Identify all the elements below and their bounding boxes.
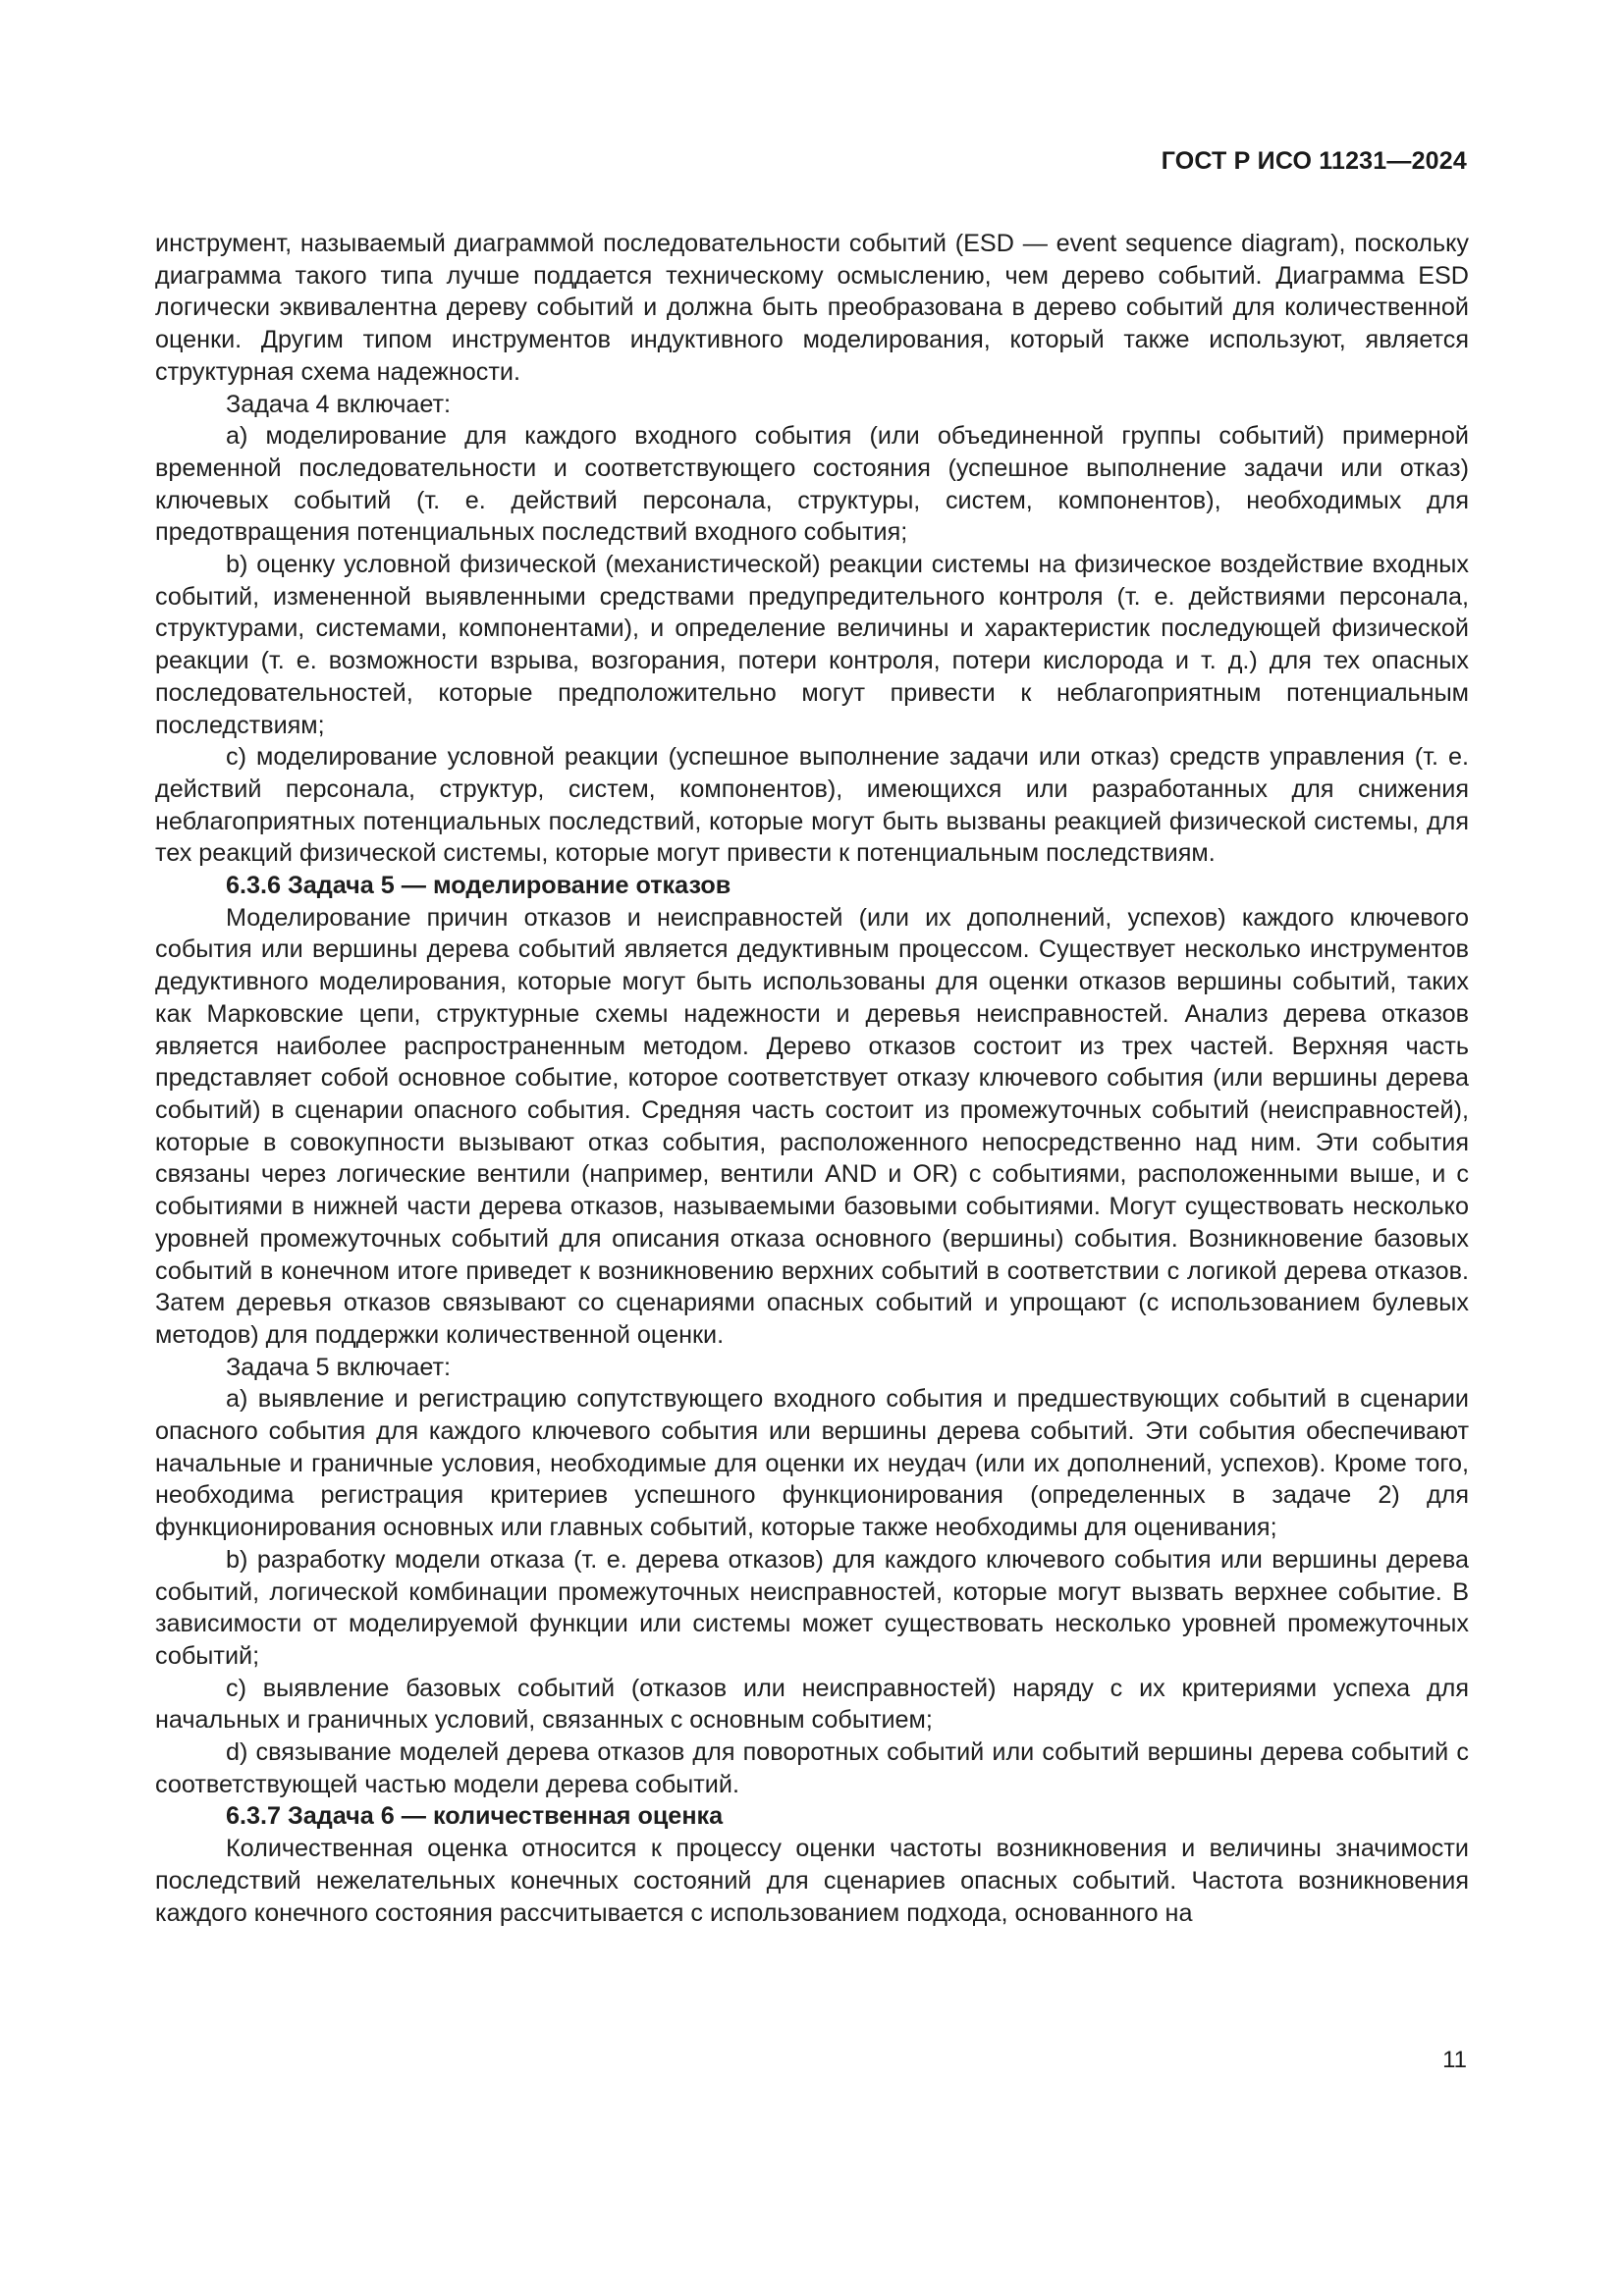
task4-item-b: b) оценку условной физической (механистической) реакции системы на физическое воздействие входных событий, измененной выявленными средствами предупредительного контроля (т. е. действиями персонала, структурами, системами, компонентами), и определение величины и характеристик последующей физической реакции (т. е. возможности взрыва, возгорания, потери контроля, потери кислорода и т. д.) для тех опасных последовательностей, которые предположительно могут привести к неблагоприятным потенциальным последствиям;: [155, 551, 1469, 739]
failure-modeling-paragraph: Моделирование причин отказов и неисправностей (или их дополнений, успехов) каждого ключевого события или вершины дерева событий является дедуктивным процессом. Существует несколько инструментов дедуктивного моделирования, которые могут быть использованы для оценки отказов вершины событий, таких как Марковские цепи, структурные схемы надежности и деревья неисправностей. Анализ дерева отказов является наиболее распространенным методом. Дерево отказов состоит из трех частей. Верхняя часть представляет собой основное событие, которое соответствует отказу ключевого события (или вершины дерева событий) в сценарии опасного события. Средняя часть состоит из промежуточных событий (неисправностей), которые в совокупности вызывают отказ события, расположенного непосредственно над ним. Эти события связаны через логические вентили (например, вентили AND и OR) с событиями, расположенными выше, и с событиями в нижней части дерева отказов, называемыми базовыми событиями. Могут существовать несколько уровней промежуточных событий для описания отказа основного (вершины) события. Возникновение базовых событий в конечном итоге приведет к возникновению верхних событий в соответствии с логикой дерева отказов. Затем деревья отказов связывают со сценариями опасных событий и упрощают (с использованием булевых методов) для поддержки количественной оценки.: [155, 903, 1469, 1349]
task5-item-d: d) связывание моделей дерева отказов для поворотных событий или событий вершины дерева событий с соответствующей частью модели дерева событий.: [155, 1738, 1469, 1798]
paragraph-continuation: инструмент, называемый диаграммой последовательности событий (ESD — event sequence diagram), поскольку диаграмма такого типа лучше поддается техническому осмыслению, чем дерево событий. Диаграмма ESD логически эквивалентна дереву событий и должна быть преобразована в дерево событий для количественной оценки. Другим типом инструментов индуктивного моделирования, который также используют, является структурная схема надежности.: [155, 230, 1469, 386]
standard-header: ГОСТ Р ИСО 11231—2024: [1161, 147, 1467, 175]
task4-item-a: a) моделирование для каждого входного события (или объединенной группы событий) примерной временной последовательности и соответствующего состояния (успешное выполнение задачи или отказ) ключевых событий (т. е. действий персонала, структуры, систем, компонентов), необходимых для предотвращения потенциальных последствий входного события;: [155, 422, 1469, 547]
task5-intro: Задача 5 включает:: [226, 1353, 452, 1381]
task4-intro: Задача 4 включает:: [226, 390, 452, 418]
task4-item-c: c) моделирование условной реакции (успешное выполнение задачи или отказ) средств управления (т. е. действий персонала, структур, систем, компонентов), имеющихся или разработанных для снижения неблагоприятных потенциальных последствий, которые могут быть вызваны реакцией физической системы, для тех реакций физической системы, которые могут привести к потенциальным последствиям.: [155, 743, 1469, 868]
section-heading-6-3-7: 6.3.7 Задача 6 — количественная оценка: [226, 1802, 724, 1831]
section-heading-6-3-6: 6.3.6 Задача 5 — моделирование отказов: [226, 872, 731, 900]
quantification-paragraph: Количественная оценка относится к процессу оценки частоты возникновения и величины значимости последствий нежелательных конечных состояний для сценариев опасных событий. Частота возникновения каждого конечного состояния рассчитывается с использованием подхода, основанного на: [155, 1835, 1469, 1927]
page-number: 11: [1442, 2047, 1467, 2073]
task5-item-a: a) выявление и регистрацию сопутствующего входного события и предшествующих событий в сценарии опасного события для каждого ключевого события или вершины дерева событий. Эти события обеспечивают начальные и граничные условия, необходимые для оценки их неудач (или их дополнений, успехов). Кроме того, необходима регистрация критериев успешного функционирования (определенных в задаче 2) для функционирования основных или главных событий, которые также необходимы для оценивания;: [155, 1385, 1469, 1542]
task5-item-c: c) выявление базовых событий (отказов или неисправностей) наряду с их критериями успеха для начальных и граничных условий, связанных с основным событием;: [155, 1674, 1469, 1735]
task5-item-b: b) разработку модели отказа (т. е. дерева отказов) для каждого ключевого события или вершины дерева событий, логической комбинации промежуточных неисправностей, которые могут вызвать верхнее событие. В зависимости от моделируемой функции или системы может существовать несколько уровней промежуточных событий;: [155, 1545, 1469, 1670]
document-body: [155, 228, 1469, 1929]
